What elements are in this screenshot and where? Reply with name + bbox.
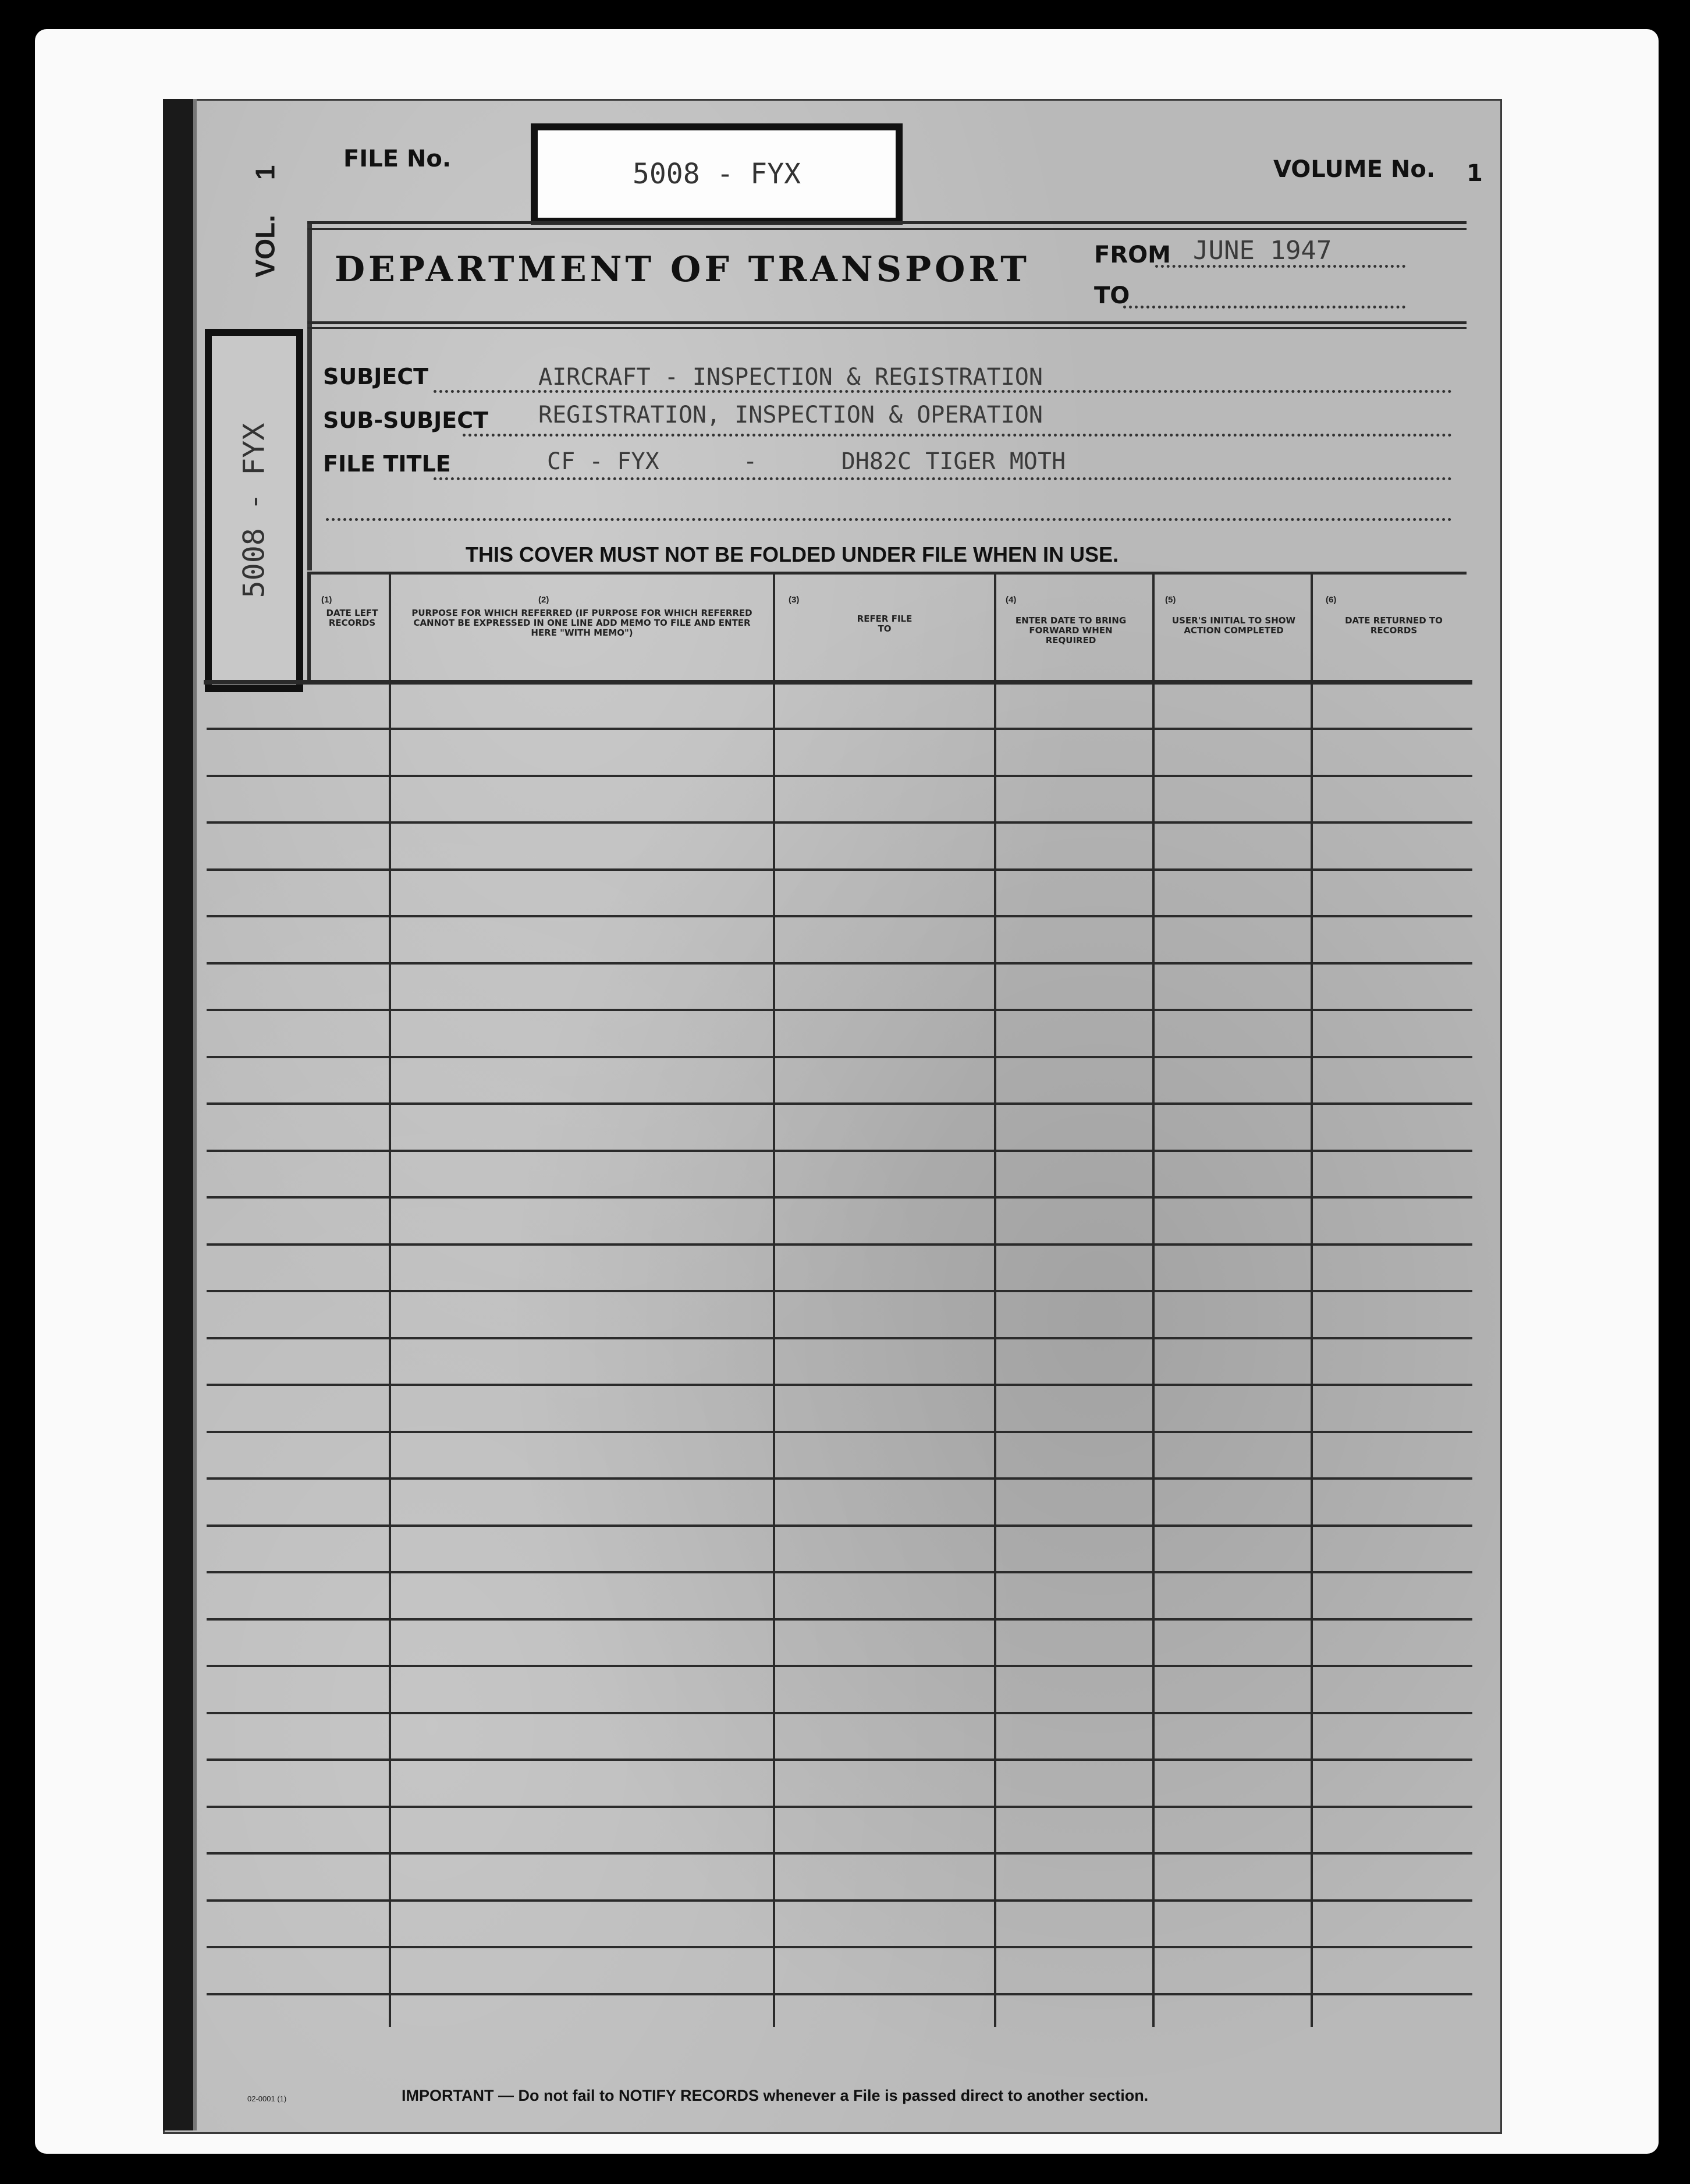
file-no-label: FILE No. xyxy=(343,146,452,172)
sub-subject-value: REGISTRATION, INSPECTION & OPERATION xyxy=(538,402,1043,428)
col-divider-3 xyxy=(994,572,996,2027)
col-1-number: (1) xyxy=(321,595,332,605)
extra-title-line xyxy=(326,518,1452,521)
sub-subject-label: SUB-SUBJECT xyxy=(323,407,489,433)
ledger-row-line xyxy=(207,1806,1472,1808)
ledger-row-line xyxy=(207,1571,1472,1573)
file-no-value: 5008 - FYX xyxy=(633,158,801,190)
ledger-row-line xyxy=(207,1758,1472,1761)
col-4-header: ENTER DATE TO BRING FORWARD WHEN REQUIRED xyxy=(1015,615,1127,646)
ledger-row-line xyxy=(207,1524,1472,1527)
volume-no-label: VOLUME No. xyxy=(1273,156,1436,183)
tab-file-code-box xyxy=(205,329,303,692)
subject-label: SUBJECT xyxy=(323,364,429,389)
ledger-row-line xyxy=(207,1102,1472,1105)
col-3-header: REFER FILE TO xyxy=(857,614,913,634)
to-label: TO xyxy=(1094,282,1130,309)
sub-subject-line xyxy=(463,434,1452,437)
file-title-line xyxy=(434,477,1452,480)
tab-file-code: 5008 - FYX xyxy=(237,423,271,598)
col-divider-1 xyxy=(389,572,391,2027)
form-number: 02-0001 (1) xyxy=(247,2094,287,2103)
col-2-header: PURPOSE FOR WHICH REFERRED (IF PURPOSE FOR WHICH REFERRED CANNOT BE EXPRESSED IN ONE LINE ADD MEMO TO FILE AND ENTER HERE "WITH MEMO") xyxy=(411,608,752,638)
binding-edge xyxy=(193,99,197,2130)
ledger-row-line xyxy=(207,775,1472,777)
ledger-row-line xyxy=(207,1618,1472,1621)
from-value: JUNE 1947 xyxy=(1193,236,1332,265)
tab-vol-label: VOL. xyxy=(250,215,280,278)
ledger-row-line xyxy=(207,1196,1472,1199)
header-top-rule xyxy=(307,221,1467,224)
col-6-header: DATE RETURNED TO RECORDS xyxy=(1345,615,1443,636)
ledger-row-line xyxy=(207,1290,1472,1292)
col-5-number: (5) xyxy=(1165,595,1176,605)
notice-text: THIS COVER MUST NOT BE FOLDED UNDER FILE WHEN IN USE. xyxy=(466,543,1119,566)
ledger-row-line xyxy=(207,1899,1472,1902)
ledger-row-line xyxy=(207,1852,1472,1855)
ledger-row-line xyxy=(207,1056,1472,1058)
ledger-row-line xyxy=(207,1993,1472,1995)
col-1-header: DATE LEFT RECORDS xyxy=(326,608,378,628)
to-line xyxy=(1123,306,1405,309)
subject-value: AIRCRAFT - INSPECTION & REGISTRATION xyxy=(538,364,1043,391)
file-no-box xyxy=(531,123,903,225)
ledger-row-line xyxy=(207,1946,1472,1948)
col-divider-5 xyxy=(1311,572,1313,2027)
ledger-row-line xyxy=(207,1150,1472,1152)
table-top-rule xyxy=(307,572,1467,575)
header-mid-rule xyxy=(307,321,1467,324)
ledger-row-line xyxy=(207,821,1472,824)
volume-no-value: 1 xyxy=(1467,160,1483,187)
ledger-row-line xyxy=(207,1009,1472,1011)
col-4-number: (4) xyxy=(1006,595,1017,605)
ledger-row-line xyxy=(207,915,1472,917)
col-3-number: (3) xyxy=(789,595,800,605)
important-note: IMPORTANT — Do not fail to NOTIFY RECORDS whenever a File is passed direct to another section. xyxy=(402,2087,1149,2104)
header-bottom-rule xyxy=(204,680,1472,685)
header-top-rule-2 xyxy=(307,228,1467,230)
ledger-row-line xyxy=(207,1477,1472,1480)
col-divider-2 xyxy=(773,572,775,2027)
ledger-row-line xyxy=(207,1712,1472,1714)
ledger-row-line xyxy=(207,868,1472,871)
ledger-row-line xyxy=(207,1665,1472,1667)
col-2-number: (2) xyxy=(538,595,549,605)
ledger-row-line xyxy=(207,728,1472,730)
col-6-number: (6) xyxy=(1326,595,1337,605)
department-title: DEPARTMENT OF TRANSPORT xyxy=(335,249,1030,290)
tab-vol-value: 1 xyxy=(250,165,280,180)
ledger-row-line xyxy=(207,962,1472,965)
header-mid-rule-2 xyxy=(307,327,1467,329)
tab-volume xyxy=(233,134,297,309)
ledger-row-line xyxy=(207,1431,1472,1433)
col-divider-4 xyxy=(1152,572,1155,2027)
ledger-row-line xyxy=(207,1243,1472,1246)
col-divider-0 xyxy=(307,572,311,680)
col-5-header: USER'S INITIAL TO SHOW ACTION COMPLETED xyxy=(1171,615,1296,636)
ledger-row-line xyxy=(207,1384,1472,1386)
binding-strip xyxy=(163,99,193,2130)
from-label: FROM xyxy=(1094,242,1171,268)
ledger-row-line xyxy=(207,1337,1472,1339)
file-title-value: CF - FYX - DH82C TIGER MOTH xyxy=(547,448,1066,475)
file-title-label: FILE TITLE xyxy=(323,451,451,477)
